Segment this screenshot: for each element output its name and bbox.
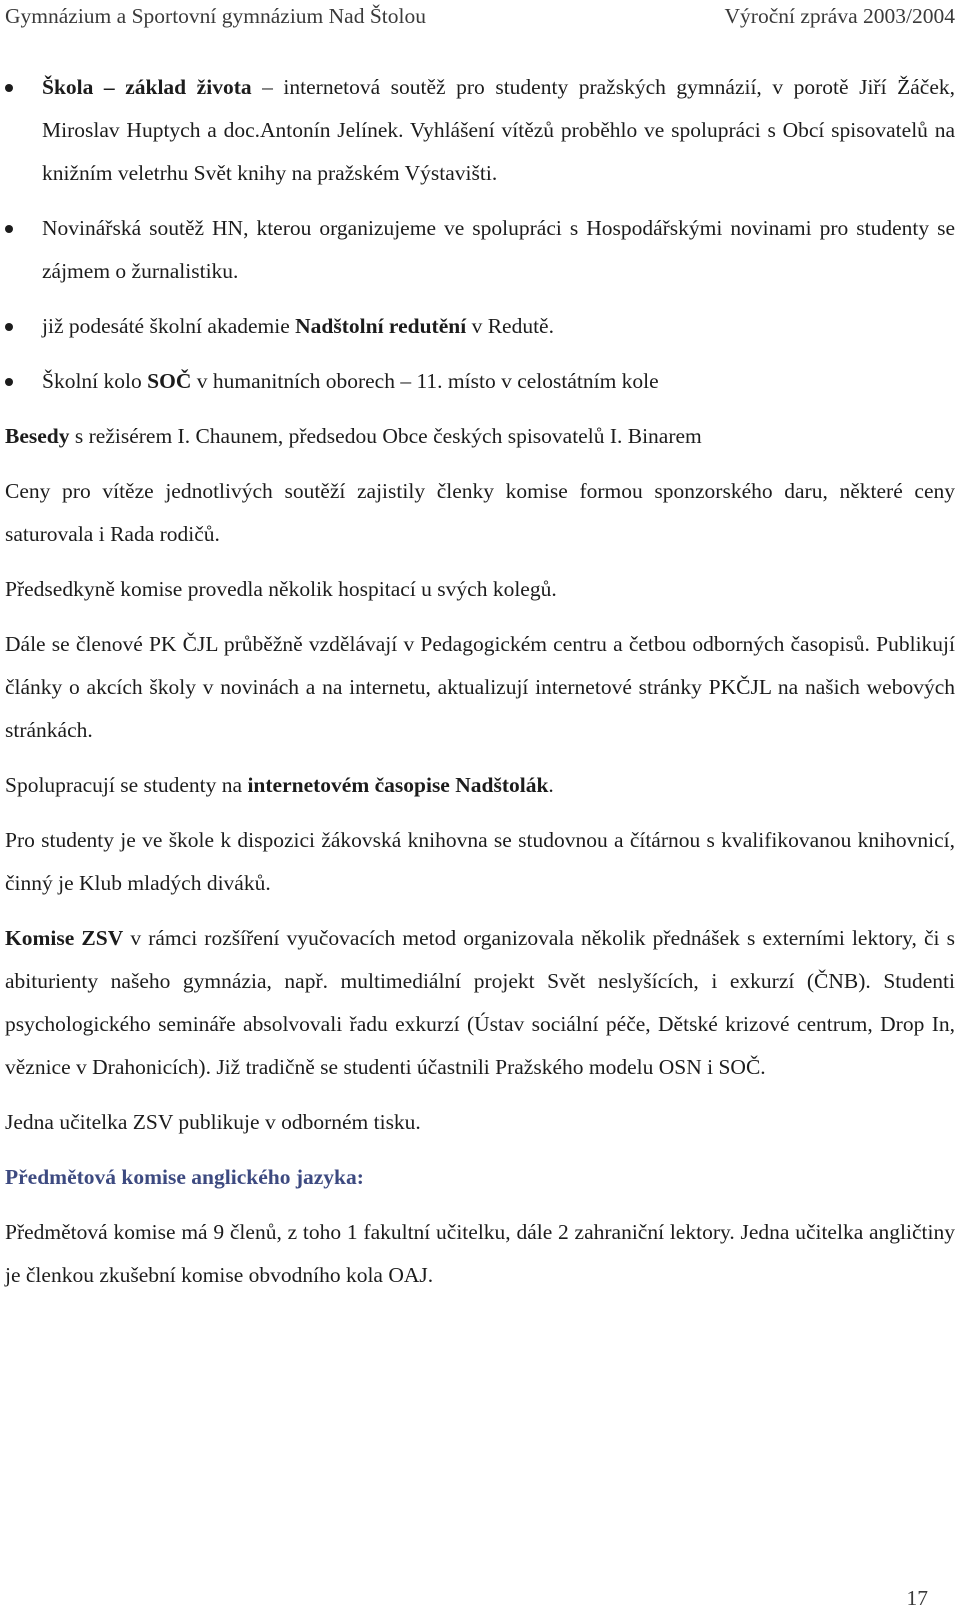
list-item-text: Novinářská soutěž HN, kterou organizujeme ve spolupráci s Hospodářskými novinami pro studenty se zájmem o žurnalistiku.	[42, 216, 955, 283]
list-item-text: Školní kolo	[42, 369, 148, 393]
paragraph-pro-studenty: Pro studenty je ve škole k dispozici žákovská knihovna se studovnou a čítárnou s kvalifikovanou knihovnicí, činný je Klub mladých diváků.	[5, 828, 955, 895]
list-item-text: v Redutě.	[466, 314, 554, 338]
paragraph-text: v rámci rozšíření vyučovacích metod organizovala několik přednášek s externími lektory, či s abiturienty našeho gymnázia, např. multimediální projekt Svět neslyšících, i exkurzí (ČNB). Studenti psychologického semináře absolvovali řadu exkurzí (Ústav sociální péče, Dětské krizové centrum, Drop In, věznice v Drahonicích). Již tradičně se studenti účastnili Pražského modelu OSN i SOČ.	[5, 926, 955, 1079]
section-heading-english: Předmětová komise anglického jazyka:	[5, 1165, 364, 1189]
bold-phrase: Nadštolní redutění	[295, 314, 467, 338]
bold-phrase: Škola – základ života	[42, 75, 252, 99]
list-item-text: – internetová soutěž pro studenty pražských gymnázií, v porotě Jiří Žáček, Miroslav Huptych a doc.Antonín Jelínek. Vyhlášení vítězů proběhlo ve spolupráci s Obcí spisovatelů na knižním veletrhu Svět knihy na pražském Výstavišti.	[42, 75, 955, 185]
bullet-icon	[5, 323, 13, 331]
paragraph-text: s režisérem I. Chaunem, předsedou Obce českých spisovatelů I. Binarem	[69, 424, 702, 448]
document-body	[5, 66, 955, 1309]
bold-phrase: Komise ZSV	[5, 926, 124, 950]
list-item-text: již podesáté školní akademie	[42, 314, 296, 338]
page-number: 17	[906, 1586, 928, 1610]
paragraph-text: Spolupracují se studenty na	[5, 773, 248, 797]
bullet-icon	[5, 225, 13, 233]
paragraph-dale: Dále se členové PK ČJL průběžně vzdělávají v Pedagogickém centru a četbou odborných časopisů. Publikují články o akcích školy v novinách a na internetu, aktualizují internetové stránky PKČJL na našich webových stránkách.	[5, 632, 955, 742]
paragraph-jedna: Jedna učitelka ZSV publikuje v odborném tisku.	[5, 1110, 421, 1134]
page-header	[5, 4, 955, 29]
header-report-title: Výroční zpráva 2003/2004	[724, 4, 955, 28]
paragraph-predsedkyne: Předsedkyně komise provedla několik hospitací u svých kolegů.	[5, 577, 557, 601]
bullet-list	[5, 66, 955, 403]
bold-phrase: SOČ	[147, 369, 192, 393]
paragraph-komise-zsv	[5, 917, 955, 1089]
bold-phrase: Besedy	[5, 424, 70, 448]
paragraph-ceny: Ceny pro vítěze jednotlivých soutěží zajistily členky komise formou sponzorského daru, některé ceny saturovala i Rada rodičů.	[5, 479, 955, 546]
list-item	[5, 207, 955, 293]
bold-phrase: internetovém časopise Nadštolák	[247, 773, 549, 797]
list-item	[5, 305, 955, 348]
list-item	[5, 360, 955, 403]
bullet-icon	[5, 84, 13, 92]
list-item-text: v humanitních oborech – 11. místo v celostátním kole	[191, 369, 659, 393]
bullet-icon	[5, 378, 13, 386]
paragraph-english-committee: Předmětová komise má 9 členů, z toho 1 fakultní učitelku, dále 2 zahraniční lektory. Jedna učitelka angličtiny je členkou zkušební komise obvodního kola OAJ.	[5, 1220, 955, 1287]
paragraph-spolupracuji	[5, 764, 955, 807]
list-item	[5, 66, 955, 195]
header-school-name: Gymnázium a Sportovní gymnázium Nad Štolou	[5, 4, 426, 28]
paragraph-text: .	[548, 773, 554, 797]
paragraph-besedy	[5, 415, 955, 458]
